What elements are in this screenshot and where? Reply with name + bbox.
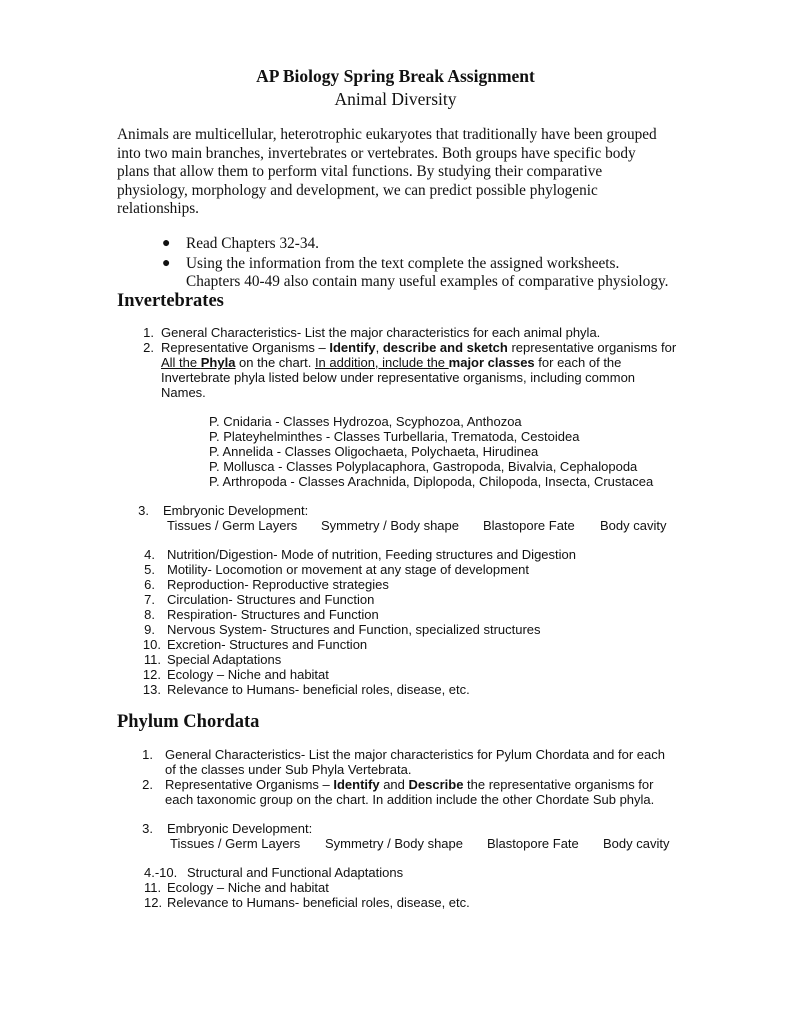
phylum-line: P. Arthropoda - Classes Arachnida, Diplopoda, Chilopoda, Insecta, Crustacea [209,474,654,489]
list-item: Representative Organisms – Identify and Describe the representative organisms for [165,777,654,792]
list-item: Relevance to Humans- beneficial roles, disease, etc. [167,895,470,910]
list-item: Nervous System- Structures and Function, specialized structures [167,622,541,637]
list-item: Circulation- Structures and Function [167,592,375,607]
list-item: Ecology – Niche and habitat [167,667,329,682]
list-item: Respiration- Structures and Function [167,607,379,622]
list-item: Special Adaptations [167,652,282,667]
list-item: Ecology – Niche and habitat [167,880,329,895]
list-item: Representative Organisms – Identify, describe and sketch representative organisms for [161,340,677,355]
dev-column-label: Tissues / Germ Layers [167,518,298,533]
list-item-continuation: each taxonomic group on the chart. In addition include the other Chordate Sub phyla. [165,792,655,807]
list-number: 8. [144,607,155,622]
bullet-text: Read Chapters 32-34. [186,235,319,252]
list-item: General Characteristics- List the major characteristics for Pylum Chordata and for each [165,747,665,762]
phylum-line: P. Cnidaria - Classes Hydrozoa, Scyphozoa, Anthozoa [209,414,522,429]
phylum-line: P. Plateyhelminthes - Classes Turbellaria, Trematoda, Cestoidea [209,429,580,444]
dev-column-label: Blastopore Fate [487,836,579,851]
page-title: AP Biology Spring Break Assignment [256,66,535,86]
intro-line: Animals are multicellular, heterotrophic eukaryotes that traditionally have been grouped [117,126,657,143]
phylum-line: P. Annelida - Classes Oligochaeta, Polychaeta, Hirudinea [209,444,539,459]
intro-line: physiology, morphology and development, we can predict possible phylogenic [117,181,598,199]
list-item: General Characteristics- List the major characteristics for each animal phyla. [161,325,601,340]
bullet-icon: ● [162,256,171,271]
list-item: Structural and Functional Adaptations [187,865,404,880]
list-number: 11. [144,880,162,895]
section-heading-chordata: Phylum Chordata [117,712,260,732]
intro-paragraph [117,126,677,219]
intro-line: into two main branches, invertebrates or vertebrates. Both groups have specific body [117,144,636,162]
list-number: 3. [138,503,149,518]
list-number: 3. [142,821,153,836]
bullet-text: Chapters 40-49 also contain many useful examples of comparative physiology. [186,273,669,290]
intro-line: relationships. [117,200,199,218]
list-item-continuation: All the Phyla on the chart. In addition, include the major classes for each of the [161,355,622,370]
list-item-continuation: Names. [161,385,206,400]
list-number: 12. [144,895,163,910]
list-item: Embryonic Development: [167,821,313,836]
list-number: 5. [144,562,155,577]
list-number: 13. [142,682,161,697]
list-item-continuation: Invertebrate phyla listed below under representative organisms, including common [161,370,636,385]
list-number: 11. [143,652,161,667]
list-number: 4. [144,547,155,562]
page-subtitle: Animal Diversity [334,89,457,109]
bullet-icon: ● [162,236,171,251]
list-number: 9. [144,622,155,637]
list-number: 10. [142,637,161,652]
list-number: 4.-10. [144,865,178,880]
bullet-text: Using the information from the text complete the assigned worksheets. [186,255,620,272]
list-item: Nutrition/Digestion- Mode of nutrition, Feeding structures and Digestion [167,547,576,562]
dev-column-label: Blastopore Fate [483,518,575,533]
list-number: 2. [143,340,154,355]
dev-column-label: Symmetry / Body shape [321,518,459,533]
list-number: 2. [142,777,153,792]
list-number: 7. [144,592,155,607]
list-number: 12. [142,667,161,682]
list-item: Reproduction- Reproductive strategies [167,577,389,592]
list-item: Embryonic Development: [163,503,309,518]
list-item: Motility- Locomotion or movement at any stage of development [167,562,530,577]
section-heading-invertebrates: Invertebrates [117,291,224,311]
list-number: 6. [144,577,155,592]
list-item-continuation: of the classes under Sub Phyla Vertebrata. [165,762,412,777]
phylum-line: P. Mollusca - Classes Polyplacaphora, Gastropoda, Bivalvia, Cephalopoda [209,459,638,474]
list-number: 1. [142,747,153,762]
list-item: Relevance to Humans- beneficial roles, disease, etc. [167,682,470,697]
dev-column-label: Symmetry / Body shape [325,836,463,851]
dev-column-label: Body cavity [603,836,670,851]
intro-line: plans that allow them to perform vital functions. By studying their comparative [117,163,603,181]
list-number: 1. [143,325,154,340]
dev-column-label: Tissues / Germ Layers [170,836,301,851]
dev-column-label: Body cavity [600,518,667,533]
list-item: Excretion- Structures and Function [167,637,368,652]
